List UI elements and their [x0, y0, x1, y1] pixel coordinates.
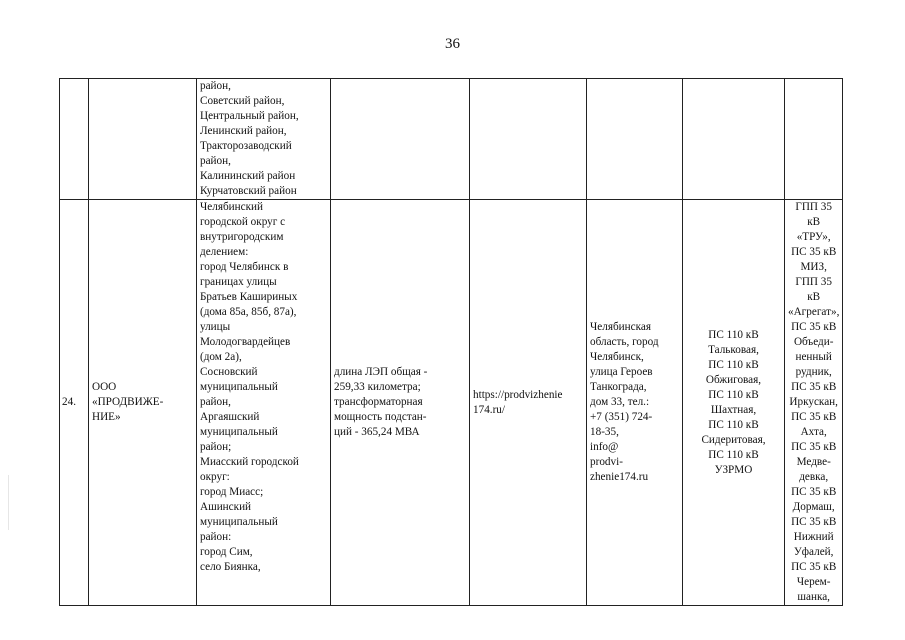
cell-organization: ООО «ПРОДВИЖЕ- НИЕ» — [89, 200, 197, 606]
cell-substations: ГПП 35 кВ «ТРУ», ПС 35 кВ МИЗ, ГПП 35 кВ «Агрегат», ПС 35 кВ Объеди- ненный рудник, ПС 35 кВ Иркускан, ПС 35 кВ Ахта, ПС 35 кВ Медве- девка, ПС 35 кВ Дормаш, ПС 35 кВ Нижний Уфалей, ПС 35 кВ Черем- шанка, — [785, 200, 843, 606]
cell-address — [587, 79, 683, 200]
cell-substations — [785, 79, 843, 200]
cell-territory: Челябинский городской округ с внутригородским делением: город Челябинск в границах улицы Братьев Кашириных (дома 85а, 85б, 87а), улицы Молодогвардейцев (дом 2а), Сосновский муниципальный район, Аргаяшский муниципальный район; Миасский городской округ: город Миасс; Ашинский муниципальный район: город Сим, село Биянка, — [197, 200, 331, 606]
cell-number — [60, 79, 89, 200]
table-row — [60, 79, 843, 200]
cell-website: https://prodvizhenie 174.ru/ — [470, 200, 587, 606]
cell-territory: район, Советский район, Центральный район, Ленинский район, Тракторозаводский район, Калининский район Курчатовский район — [197, 79, 331, 200]
table-row — [60, 200, 843, 606]
cell-number: 24. — [60, 200, 89, 606]
cell-capacity — [331, 79, 470, 200]
cell-organization — [89, 79, 197, 200]
page-number: 36 — [445, 36, 460, 52]
cell-capacity: длина ЛЭП общая - 259,33 километра; трансформаторная мощность подстан- ций - 365,24 МВА — [331, 200, 470, 606]
cell-address: Челябинская область, город Челябинск, улица Героев Танкограда, дом 33, тел.: +7 (351) 724- 18-35, info@ prodvi- zhenie174.ru — [587, 200, 683, 606]
operators-table — [59, 78, 843, 606]
cell-website — [470, 79, 587, 200]
cell-supply-centers — [683, 79, 785, 200]
scan-artifact — [8, 475, 9, 530]
cell-supply-centers: ПС 110 кВ Тальковая, ПС 110 кВ Обжиговая, ПС 110 кВ Шахтная, ПС 110 кВ Сидеритовая, ПС 110 кВ УЗРМО — [683, 200, 785, 606]
